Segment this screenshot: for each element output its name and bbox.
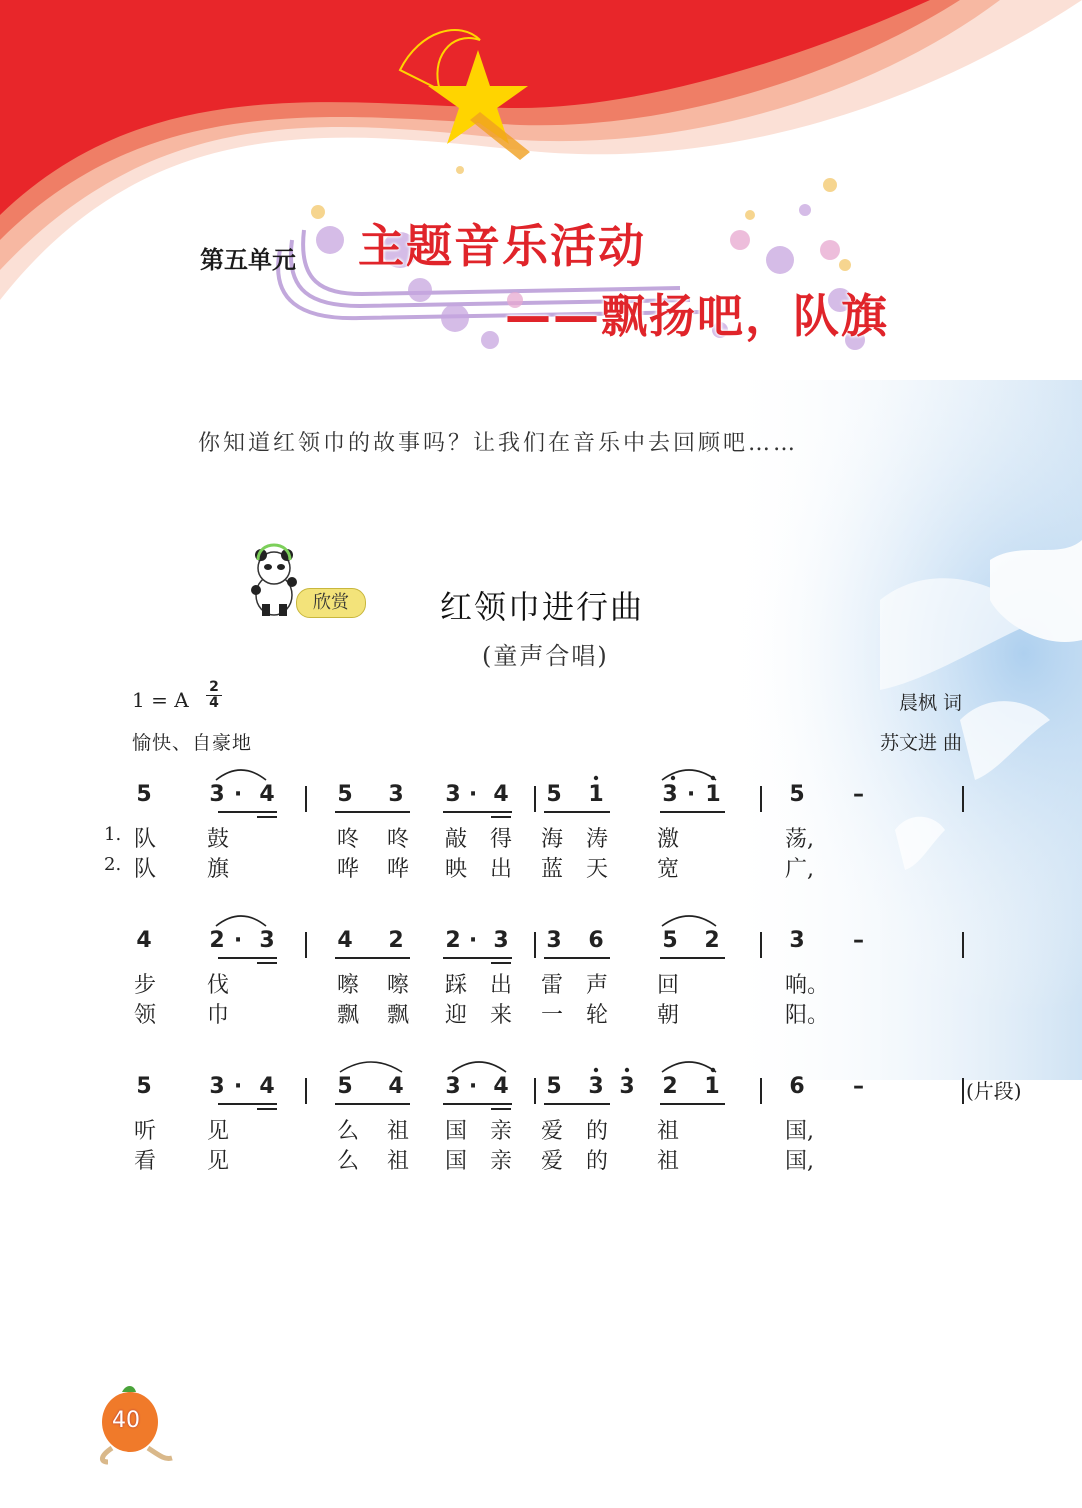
jianpu-note: · (686, 782, 696, 807)
lyric-verse-2: 飘 (386, 1003, 409, 1028)
jianpu-note: 2 (704, 928, 720, 953)
jianpu-note: 4 (493, 1074, 509, 1099)
jianpu-note: 2 (209, 928, 225, 953)
lyric-verse-2: 飘 (336, 1003, 359, 1028)
lyric-verse-1: 鼓 (206, 827, 229, 852)
lyric-verse-2: 领 (133, 1003, 156, 1028)
lyric-verse-1: 激 (656, 827, 679, 852)
jianpu-note: 3 (662, 782, 678, 807)
lyric-verse-1: 踩 (444, 973, 467, 998)
song-subtitle: (童声合唱) (482, 642, 609, 670)
jianpu-note: 2 (662, 1074, 678, 1099)
jianpu-note: 3 (259, 928, 275, 953)
high-octave-dot (711, 1068, 715, 1072)
jianpu-note: 6 (588, 928, 604, 953)
lyric-verse-1: 海 (540, 827, 563, 852)
lyric-verse-2: 出 (489, 857, 512, 882)
lyric-verse-2: 来 (489, 1003, 512, 1028)
jianpu-note: 1 (588, 782, 604, 807)
lyric-verse-2: 蓝 (540, 857, 563, 882)
high-octave-dot (711, 776, 715, 780)
lyric-verse-2: 旗 (206, 857, 229, 882)
lyric-verse-2: 天 (585, 857, 608, 882)
lyric-verse-1: 么 (336, 1119, 359, 1144)
jianpu-note: 5 (337, 782, 353, 807)
lyric-verse-1: 雷 (540, 973, 563, 998)
jianpu-note: 3 (493, 928, 509, 953)
lyric-verse-1: 步 (133, 973, 156, 998)
lyric-verse-1: 队 (133, 827, 156, 852)
composer: 苏文进 曲 (879, 732, 962, 754)
lyric-verse-2: 国, (785, 1149, 814, 1174)
jianpu-note: 3 (445, 782, 461, 807)
lyric-verse-1: 咚 (336, 827, 359, 852)
lyric-verse-2: 巾 (206, 1003, 229, 1028)
slur (340, 1062, 402, 1072)
jianpu-note: 1 (705, 782, 721, 807)
jianpu-note: 3 (445, 1074, 461, 1099)
lyric-verse-2: 国 (444, 1149, 467, 1174)
lyric-verse-1: 爱 (540, 1119, 563, 1144)
lyric-verse-1: 咚 (386, 827, 409, 852)
key-signature: 1 = A (132, 688, 189, 712)
lyric-verse-2: 亲 (489, 1149, 512, 1174)
song-title: 红领巾进行曲 (440, 588, 645, 626)
lyric-verse-1: 嚓 (386, 973, 409, 998)
verse-number: 2. (104, 854, 122, 875)
jianpu-note: 4 (259, 782, 275, 807)
lyric-verse-1: 响。 (785, 973, 830, 998)
slur (662, 1062, 716, 1072)
lyric-verse-1: 得 (489, 827, 512, 852)
lyric-verse-2: 祖 (386, 1149, 409, 1174)
jianpu-note: 4 (388, 1074, 404, 1099)
lyric-verse-2: 朝 (656, 1003, 679, 1028)
lyric-verse-1: 敲 (444, 827, 467, 852)
jianpu-note: · (468, 928, 478, 953)
lyric-verse-2: 的 (585, 1149, 608, 1174)
lyric-verse-2: 一 (540, 1003, 563, 1028)
lyric-verse-2: 队 (133, 857, 156, 882)
lyric-verse-1: 涛 (585, 827, 608, 852)
slur (216, 770, 266, 780)
jianpu-note: 3 (546, 928, 562, 953)
high-octave-dot (594, 1068, 598, 1072)
high-octave-dot (671, 776, 675, 780)
lyric-verse-2: 广, (785, 857, 814, 882)
jianpu-note: 5 (662, 928, 678, 953)
sustain-dash: – (853, 1074, 864, 1099)
jianpu-note: 6 (789, 1074, 805, 1099)
lyric-verse-1: 嚓 (336, 973, 359, 998)
jianpu-note: 3 (789, 928, 805, 953)
appreciation-badge: 欣赏 (296, 588, 366, 618)
lyric-verse-2: 宽 (656, 857, 679, 882)
jianpu-note: 5 (546, 782, 562, 807)
jianpu-note: · (233, 928, 243, 953)
jianpu-note: 5 (136, 1074, 152, 1099)
verse-number: 1. (104, 824, 122, 845)
lyric-verse-2: 看 (133, 1149, 156, 1174)
fragment-label: (片段) (966, 1079, 1022, 1103)
lyric-verse-1: 出 (489, 973, 512, 998)
unit-title: 主题音乐活动 (358, 219, 646, 273)
tempo-marking: 愉快、自豪地 (132, 732, 253, 754)
jianpu-note: · (468, 1074, 478, 1099)
lyric-verse-2: 哗 (336, 857, 359, 882)
unit-label: 第五单元 (200, 246, 296, 274)
jianpu-note: 3 (588, 1074, 604, 1099)
jianpu-note: 3 (209, 782, 225, 807)
lyric-verse-2: 祖 (656, 1149, 679, 1174)
lyric-verse-1: 声 (585, 973, 608, 998)
jianpu-note: 3 (388, 782, 404, 807)
lyric-verse-2: 哗 (386, 857, 409, 882)
jianpu-note: 3 (209, 1074, 225, 1099)
jianpu-note: 4 (259, 1074, 275, 1099)
slur (452, 1062, 506, 1072)
lyric-verse-2: 阳。 (785, 1003, 830, 1028)
lyric-verse-1: 祖 (386, 1119, 409, 1144)
jianpu-note: 4 (337, 928, 353, 953)
jianpu-note: 5 (789, 782, 805, 807)
lyric-verse-2: 映 (444, 857, 467, 882)
sustain-dash: – (853, 928, 864, 953)
jianpu-note: 5 (136, 782, 152, 807)
lyric-verse-1: 的 (585, 1119, 608, 1144)
unit-subtitle: ——飘扬吧，队旗 (505, 289, 889, 343)
jianpu-note: · (233, 1074, 243, 1099)
jianpu-note: · (233, 782, 243, 807)
lyric-verse-1: 伐 (206, 973, 229, 998)
slur (662, 770, 716, 780)
time-signature-bottom: 4 (206, 695, 222, 711)
lyric-verse-1: 祖 (656, 1119, 679, 1144)
jianpu-note: · (468, 782, 478, 807)
lyric-verse-1: 国, (785, 1119, 814, 1144)
page-number: 40 (112, 1408, 140, 1433)
lyric-verse-1: 见 (206, 1119, 229, 1144)
lyric-verse-1: 国 (444, 1119, 467, 1144)
jianpu-note: 3 (619, 1074, 635, 1099)
lyric-verse-1: 听 (133, 1119, 156, 1144)
jianpu-note: 5 (546, 1074, 562, 1099)
lyric-verse-2: 迎 (444, 1003, 467, 1028)
lyric-verse-2: 爱 (540, 1149, 563, 1174)
jianpu-note: 5 (337, 1074, 353, 1099)
lyric-verse-2: 么 (336, 1149, 359, 1174)
sustain-dash: – (853, 782, 864, 807)
lyric-verse-1: 回 (656, 973, 679, 998)
lyric-verse-1: 亲 (489, 1119, 512, 1144)
time-signature-top: 2 (209, 679, 219, 695)
slur (216, 916, 266, 926)
high-octave-dot (625, 1068, 629, 1072)
lyric-verse-1: 荡, (785, 827, 814, 852)
lyricist: 晨枫 词 (898, 692, 962, 714)
jianpu-note: 1 (704, 1074, 720, 1099)
high-octave-dot (594, 776, 598, 780)
lyric-verse-2: 见 (206, 1149, 229, 1174)
slur (662, 916, 716, 926)
jianpu-note: 4 (493, 782, 509, 807)
lyric-verse-2: 轮 (585, 1003, 608, 1028)
jianpu-note: 2 (388, 928, 404, 953)
jianpu-note: 2 (445, 928, 461, 953)
jianpu-note: 4 (136, 928, 152, 953)
intro-text: 你知道红领巾的故事吗？让我们在音乐中去回顾吧…… (198, 431, 799, 456)
